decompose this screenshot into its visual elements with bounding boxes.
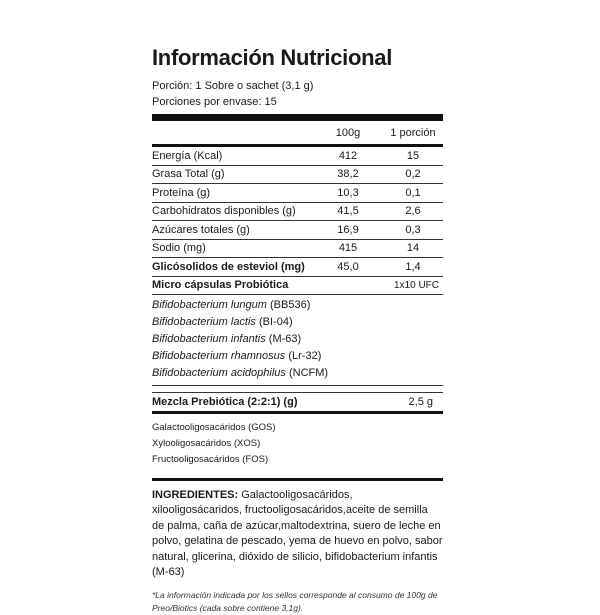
- strain-code: (BB536): [270, 298, 311, 311]
- nutrient-name: Grasa Total (g): [152, 168, 225, 181]
- list-item: [152, 365, 443, 382]
- prebiotic-header: [152, 392, 443, 414]
- nutrient-row: [152, 240, 443, 259]
- strain-genus: Bifidobacterium infantis: [152, 332, 266, 345]
- nutrient-row: [152, 184, 443, 203]
- prebiotic-list: [152, 414, 443, 481]
- list-item: [152, 297, 443, 314]
- nutrient-name: Azúcares totales (g): [152, 223, 250, 236]
- list-item: Fructooligosacáridos (FOS): [152, 453, 269, 465]
- prebiotic-amount: 2,5 g: [408, 395, 433, 408]
- nutrient-per-serving: 2,6: [405, 205, 421, 218]
- nutrition-label: [152, 44, 443, 615]
- nutrient-name: Energía (Kcal): [152, 149, 223, 162]
- strain-list: [152, 295, 443, 386]
- nutrient-per100: 41,5: [337, 205, 359, 218]
- nutrient-table: [152, 147, 443, 277]
- probiotic-label: Micro cápsulas Probiótica: [152, 279, 289, 291]
- nutrient-name: Carbohidratos disponibles (g): [152, 205, 296, 218]
- strain-code: (BI-04): [259, 315, 293, 328]
- nutrient-per-serving: 0,3: [405, 223, 421, 236]
- ingredients-label: INGREDIENTES:: [152, 488, 239, 501]
- nutrient-name: Sodio (mg): [152, 242, 206, 255]
- servings-per-pack: Porciones por envase: 15: [152, 96, 277, 108]
- list-item: Xylooligosacáridos (XOS): [152, 437, 261, 449]
- nutrient-name: Glicósolidos de esteviol (mg): [152, 260, 305, 273]
- strain-code: (NCFM): [288, 366, 329, 379]
- strain-genus: Bifidobacterium lactis: [152, 315, 256, 328]
- header-per-serving: 1 porción: [390, 126, 436, 139]
- nutrient-per100: 16,9: [337, 223, 359, 236]
- strain-code: (M-63): [268, 332, 302, 345]
- strain-genus: Bifidobacterium acidophilus: [152, 366, 286, 379]
- nutrient-per100: 412: [338, 149, 358, 162]
- nutrient-per100: 415: [338, 242, 358, 255]
- strain-genus: Bifidobacterium rhamnosus: [152, 349, 286, 362]
- nutrient-row: [152, 221, 443, 240]
- nutrient-per100: 45,0: [337, 260, 359, 273]
- list-item: [152, 331, 443, 348]
- header-per100: 100g: [335, 126, 361, 139]
- nutrient-per-serving: 0,2: [405, 168, 421, 181]
- nutrient-row: [152, 258, 443, 277]
- thick-divider: [152, 114, 443, 121]
- nutrient-per-serving: 15: [406, 149, 420, 162]
- strain-code: (Lr-32): [288, 349, 322, 362]
- ingredients-list: Galactooligosacáridos, xilooligosácaridos, fructooligosacáridos,aceite de semilla de palma, caña de azúcar,maltodextrina, suero de leche en polvo, gelatina de pescado, yema de huevo en polvo, sabor natural, glicerina, dióxido de silicio, bifidobacterium infantis (M-63): [152, 488, 443, 578]
- probiotic-header: [152, 277, 443, 295]
- nutrient-row: [152, 166, 443, 185]
- nutrient-per100: 10,3: [337, 186, 359, 199]
- nutrient-per-serving: 1,4: [405, 260, 421, 273]
- nutrient-row: [152, 203, 443, 222]
- probiotic-amount: 1x10 UFC: [393, 279, 439, 291]
- table-header: [152, 121, 443, 147]
- list-item: Galactooligosacáridos (GOS): [152, 421, 276, 433]
- nutrient-per100: 38,2: [337, 168, 359, 181]
- list-item: [152, 314, 443, 331]
- ingredients-text: [152, 488, 443, 581]
- prebiotic-label: Mezcla Prebiótica (2:2:1) (g): [152, 395, 298, 408]
- footnote: *La información indicada por los sellos corresponde al consumo de 100g de Preo/Biotics (cada sobre contiene 3,1g).: [152, 589, 438, 613]
- nutrient-row: [152, 147, 443, 166]
- label-title: Información Nutricional: [152, 45, 393, 70]
- nutrient-per-serving: 14: [406, 242, 420, 255]
- list-item: [152, 348, 443, 365]
- strain-genus: Bifidobacterium lungum: [152, 298, 267, 311]
- serving-size: Porción: 1 Sobre o sachet (3,1 g): [152, 80, 314, 92]
- nutrient-name: Proteína (g): [152, 186, 211, 199]
- nutrient-per-serving: 0,1: [405, 186, 421, 199]
